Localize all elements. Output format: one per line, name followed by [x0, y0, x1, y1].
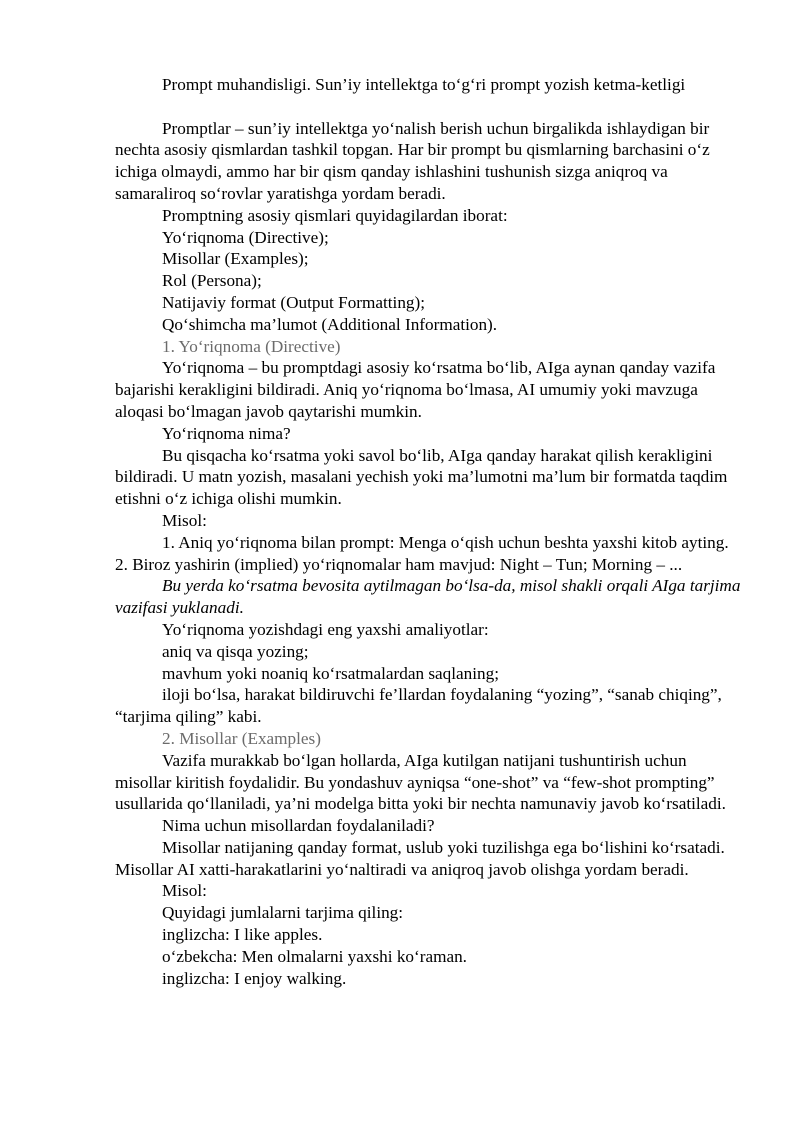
parts-intro: Promptning asosiy qismlari quyidagilardan iborat:: [162, 205, 508, 225]
section-heading-directive: 1. Yo‘riqnoma (Directive): [162, 336, 341, 356]
example-line: 2. Biroz yashirin (implied) yo‘riqnomalar ham mavjud: Night – Tun; Morning – ...: [115, 554, 683, 574]
part-item: Natijaviy format (Output Formatting);: [162, 292, 426, 312]
example-line: o‘zbekcha: Men olmalarni yaxshi ko‘raman.: [162, 946, 467, 966]
example-note: Bu yerda ko‘rsatma bevosita aytilmagan bo‘lsa-da, misol shakli orqali AIga tarjima vazifasi yuklanadi.: [115, 576, 741, 618]
example-intro: Quyidagi jumlalarni tarjima qiling:: [162, 903, 404, 923]
example-line: 1. Aniq yo‘riqnoma bilan prompt: Menga o‘qish uchun beshta yaxshi kitob ayting.: [162, 532, 729, 552]
practice-item: aniq va qisqa yozing;: [162, 641, 309, 661]
practice-item: iloji bo‘lsa, harakat bildiruvchi fe’llardan foydalaning “yozing”, “sanab chiqing”, “tarjima qiling” kabi.: [115, 685, 722, 727]
part-item: Misollar (Examples);: [162, 249, 309, 269]
examples-question: Nima uchun misollardan foydalaniladi?: [162, 816, 435, 836]
document-body: [115, 74, 745, 989]
document-title: Prompt muhandisligi. Sun’iy intellektga to‘g‘ri prompt yozish ketma-ketligi: [162, 75, 686, 94]
part-item: Yo‘riqnoma (Directive);: [162, 227, 329, 247]
part-item: Rol (Persona);: [162, 271, 262, 291]
section-heading-examples: 2. Misollar (Examples): [162, 728, 321, 748]
directive-paragraph: Yo‘riqnoma – bu promptdagi asosiy ko‘rsatma bo‘lib, AIga aynan qanday vazifa bajarishi kerakligini bildiradi. Aniq yo‘riqnoma bo‘lmasa, AI umumiy yoki mavzuga aloqasi bo‘lmagan javob qaytarishi mumkin.: [115, 358, 716, 421]
examples-paragraph: Vazifa murakkab bo‘lgan hollarda, AIga kutilgan natijani tushuntirish uchun misollar kiritish foydalidir. Bu yondashuv ayniqsa “one-shot” va “few-shot prompting” usullarida qo‘llaniladi, ya’ni modelga bitta yoki bir nechta namunaviy javob ko‘rsatiladi.: [115, 750, 726, 814]
directive-question: Yo‘riqnoma nima?: [162, 423, 291, 443]
directive-explanation: Bu qisqacha ko‘rsatma yoki savol bo‘lib, AIga qanday harakat qilish kerakligini bildiradi. U matn yozish, masalani yechish yoki ma’lumotni ma’lum bir formatda taqdim etishni o‘z ichiga olishi mumkin.: [115, 445, 728, 509]
example-line: inglizcha: I like apples.: [162, 925, 323, 945]
example-label: Misol:: [162, 510, 207, 530]
intro-paragraph: Promptlar – sun’iy intellektga yo‘nalish berish uchun birgalikda ishlaydigan bir nechta asosiy qismlardan tashkil topgan. Har bir prompt bu qismlarning barchasini o‘z ichiga olmaydi, ammo har bir qism qanday ishlashini tushunish sizga aniqroq va samaraliroq so‘rovlar yaratishga yordam beradi.: [115, 118, 710, 203]
practices-intro: Yo‘riqnoma yozishdagi eng yaxshi amaliyotlar:: [162, 619, 489, 639]
part-item: Qo‘shimcha ma’lumot (Additional Information).: [162, 314, 498, 334]
examples-explanation: Misollar natijaning qanday format, uslub yoki tuzilishga ega bo‘lishini ko‘rsatadi. Misollar AI xatti-harakatlarini yo‘naltiradi va aniqroq javob olishga yordam beradi.: [115, 837, 725, 879]
practice-item: mavhum yoki noaniq ko‘rsatmalardan saqlaning;: [162, 663, 499, 683]
example-line: inglizcha: I enjoy walking.: [162, 968, 347, 988]
example-label: Misol:: [162, 881, 207, 901]
